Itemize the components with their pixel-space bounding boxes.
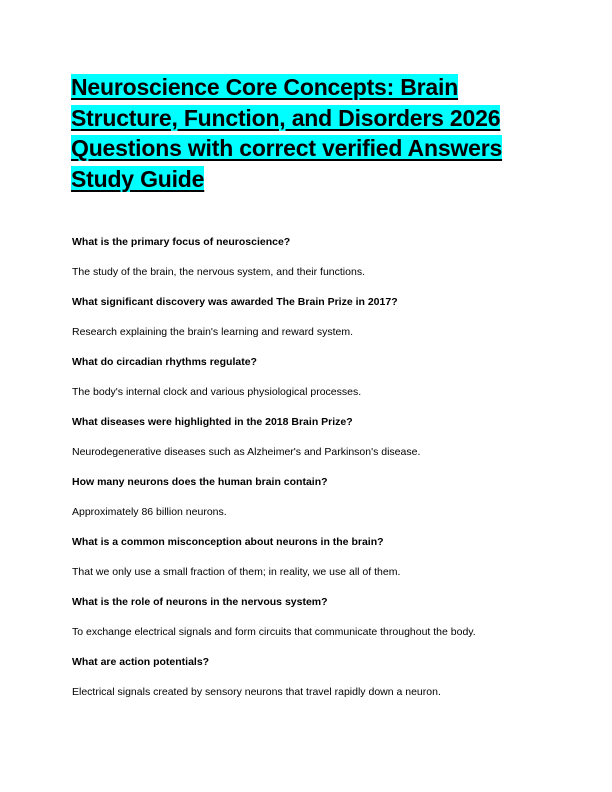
qa-item: [72, 355, 552, 415]
qa-item: [72, 475, 552, 535]
qa-item: [72, 295, 552, 355]
question-text: What diseases were highlighted in the 2018 Brain Prize?: [72, 416, 353, 428]
question-text: What significant discovery was awarded The Brain Prize in 2017?: [72, 296, 398, 308]
qa-item: [72, 595, 552, 655]
qa-item: [72, 535, 552, 595]
answer-text: Research explaining the brain's learning and reward system.: [72, 326, 353, 338]
question-text: What are action potentials?: [72, 656, 210, 668]
document-title: [71, 72, 541, 194]
question-text: What is the primary focus of neuroscience?: [72, 236, 291, 248]
qa-list: [72, 235, 552, 715]
answer-text: The study of the brain, the nervous system, and their functions.: [72, 266, 365, 278]
qa-item: [72, 655, 552, 715]
question-text: What do circadian rhythms regulate?: [72, 356, 257, 368]
answer-text: Electrical signals created by sensory neurons that travel rapidly down a neuron.: [72, 686, 441, 698]
answer-text: Neurodegenerative diseases such as Alzheimer's and Parkinson's disease.: [72, 446, 421, 458]
question-text: What is the role of neurons in the nervous system?: [72, 596, 328, 608]
answer-text: That we only use a small fraction of them; in reality, we use all of them.: [72, 566, 401, 578]
qa-item: [72, 235, 552, 295]
answer-text: Approximately 86 billion neurons.: [72, 506, 227, 518]
document-title-text: Neuroscience Core Concepts: Brain Structure, Function, and Disorders 2026 Questions with correct verified Answers Study Guide: [71, 74, 503, 192]
answer-text: To exchange electrical signals and form circuits that communicate throughout the body.: [72, 626, 476, 638]
question-text: What is a common misconception about neurons in the brain?: [72, 536, 384, 548]
answer-text: The body's internal clock and various physiological processes.: [72, 386, 362, 398]
qa-item: [72, 415, 552, 475]
question-text: How many neurons does the human brain contain?: [72, 476, 328, 488]
